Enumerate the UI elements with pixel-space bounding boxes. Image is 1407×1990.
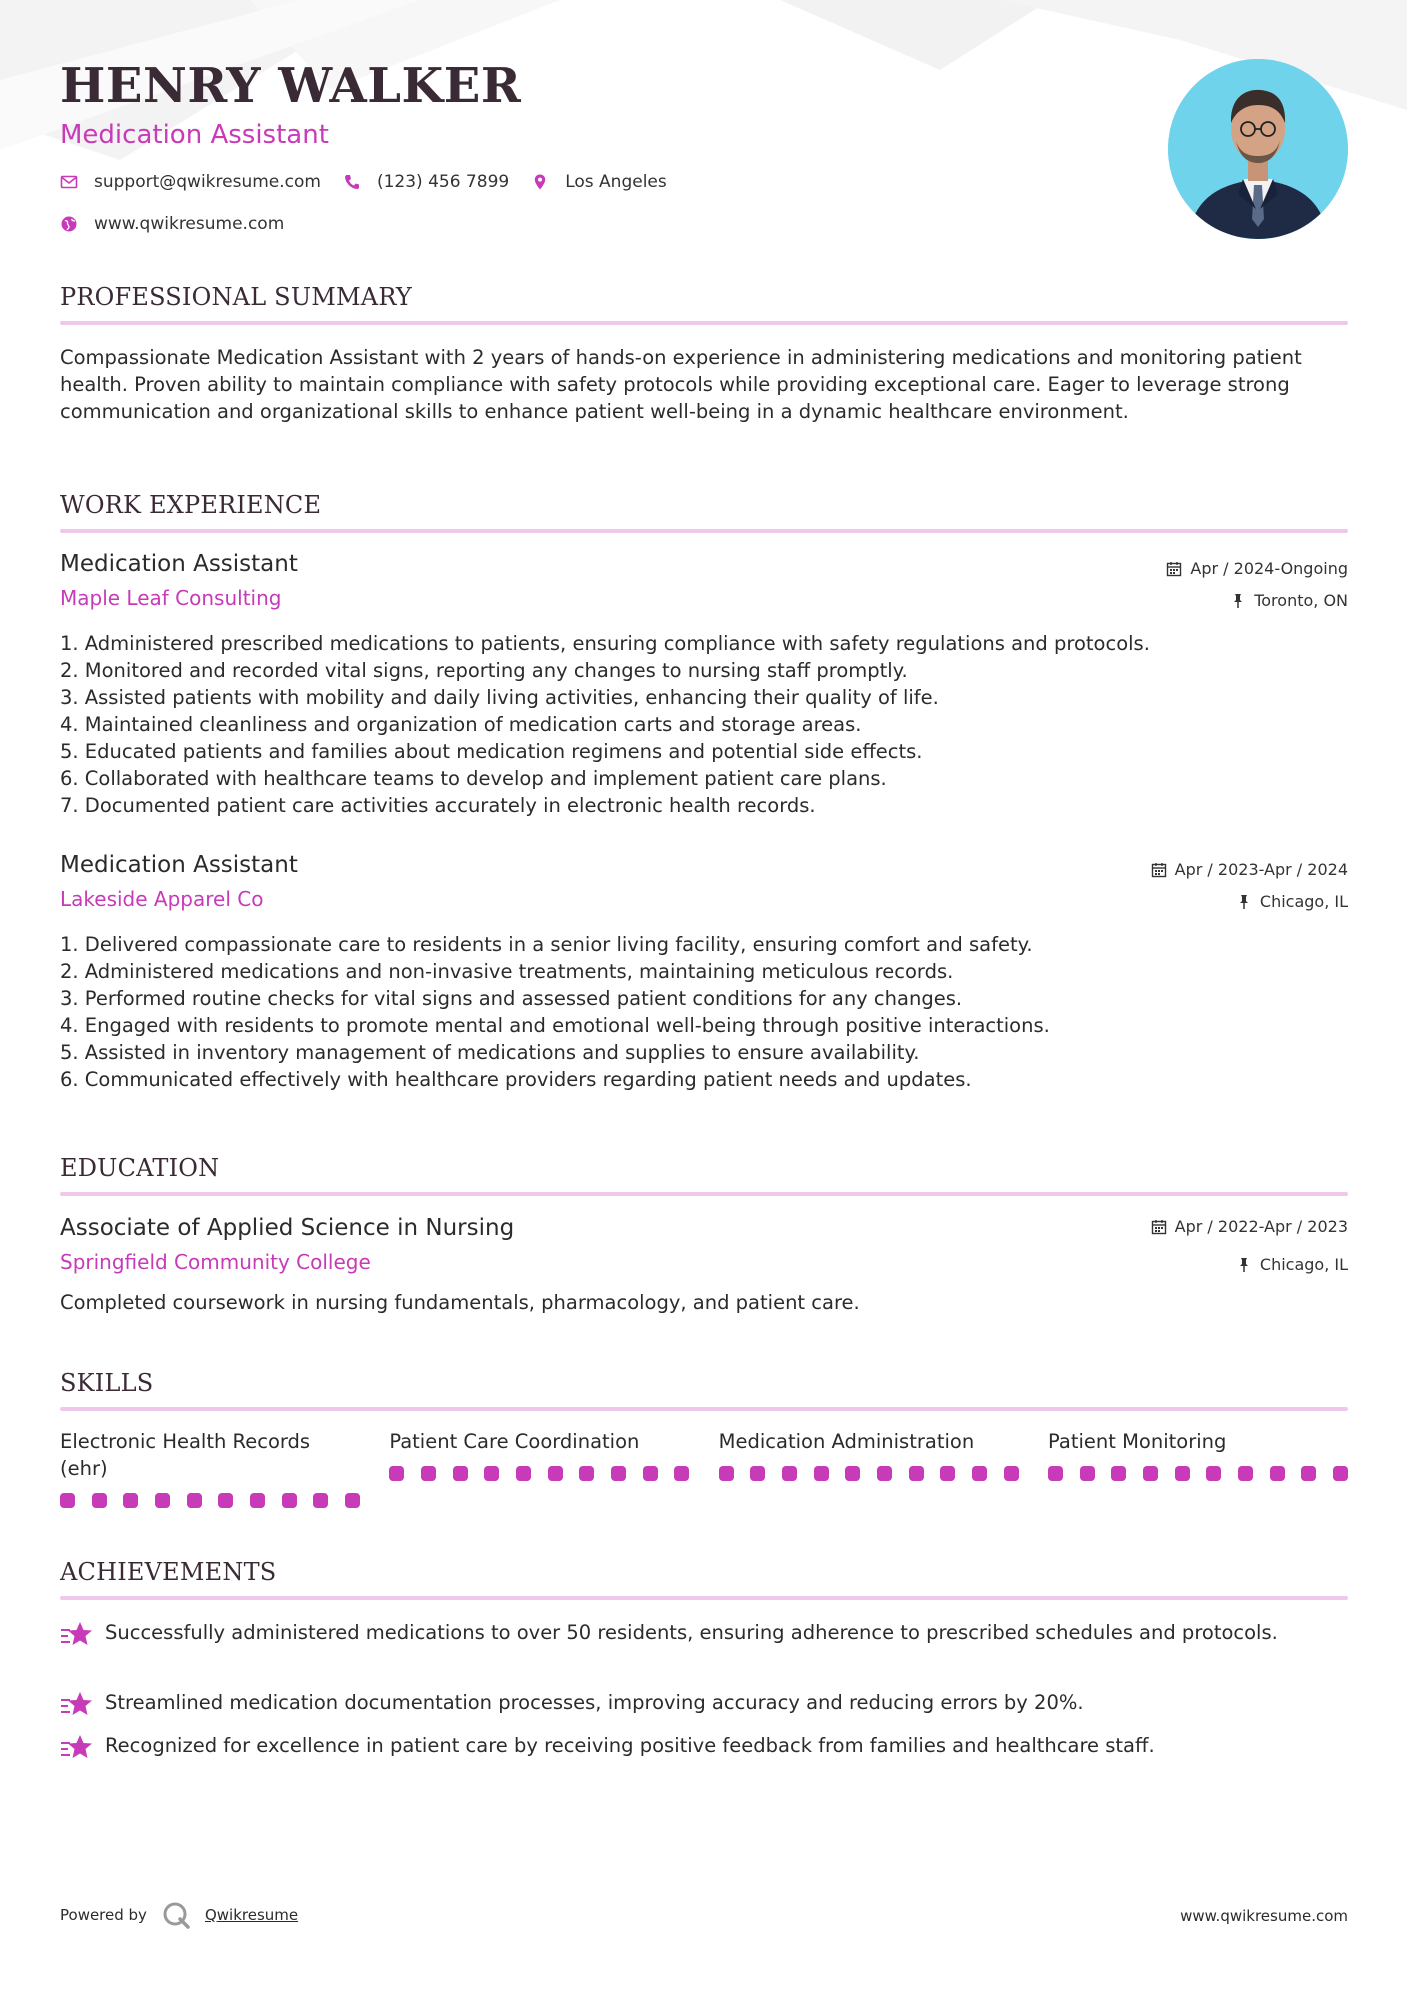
skill-item — [719, 1428, 1019, 1518]
job-dates — [1151, 860, 1348, 879]
education-heading: EDUCATION — [60, 1154, 220, 1182]
school-name: Springfield Community College — [60, 1250, 371, 1274]
summary-text: Compassionate Medication Assistant with 2 years of hands-on experience in administering medications and monitoring patient health. Proven ability to maintain compliance with safety protocols while providing exceptional care. Eager to leverage strong communication and organizational skills to enhance patient well-being in a dynamic healthcare environment. — [60, 346, 1302, 423]
duty-item: 7. Documented patient care activities accurately in electronic health records. — [60, 794, 816, 817]
skill-dot — [1175, 1466, 1190, 1481]
contact-location — [531, 172, 667, 192]
contact-row — [60, 172, 689, 192]
location-text: Los Angeles — [565, 172, 667, 192]
skill-dot — [421, 1466, 436, 1481]
duty-item: 5. Educated patients and families about medication regimens and potential side effects. — [60, 740, 923, 763]
skill-dot — [1048, 1466, 1063, 1481]
skill-dot — [313, 1493, 328, 1508]
skill-dot — [1143, 1466, 1158, 1481]
job-dates-text: Apr / 2023-Apr / 2024 — [1174, 860, 1348, 879]
achievement-item — [60, 1689, 1348, 1720]
job-dates — [1166, 559, 1348, 578]
star-icon — [60, 1620, 94, 1650]
skill-dot — [516, 1466, 531, 1481]
brand-link[interactable]: Qwikresume — [204, 1906, 299, 1924]
skill-rating — [1048, 1466, 1348, 1481]
duty-item: 1. Administered prescribed medications to patients, ensuring compliance with safety regulations and protocols. — [60, 632, 1150, 655]
contact-email[interactable] — [60, 172, 321, 192]
achievement-item — [60, 1619, 1348, 1650]
achievements-heading: ACHIEVEMENTS — [60, 1558, 277, 1586]
job-company: Maple Leaf Consulting — [60, 586, 282, 610]
job-duties-1 — [60, 630, 1348, 819]
duty-item: 5. Assisted in inventory management of medications and supplies to ensure availability. — [60, 1041, 920, 1064]
skill-dot — [60, 1493, 75, 1508]
skill-label: Patient Care Coordination — [389, 1430, 640, 1453]
skills-list — [60, 1428, 1348, 1518]
skill-dot — [674, 1466, 689, 1481]
skill-dot — [972, 1466, 987, 1481]
achievement-text: Successfully administered medications to over 50 residents, ensuring adherence to prescribed schedules and protocols. — [105, 1621, 1278, 1644]
job-role: Medication Assistant — [60, 551, 298, 577]
skill-dot — [845, 1466, 860, 1481]
person-avatar-icon — [1168, 59, 1348, 239]
skill-dot — [1301, 1466, 1316, 1481]
skill-dot — [453, 1466, 468, 1481]
contact-website[interactable] — [60, 214, 284, 234]
job-role: Medication Assistant — [60, 852, 298, 878]
website-row — [60, 214, 306, 234]
section-divider — [60, 1192, 1348, 1196]
duty-item: 3. Assisted patients with mobility and daily living activities, enhancing their quality of life. — [60, 686, 939, 709]
pushpin-icon — [1230, 593, 1246, 609]
job-location — [1236, 892, 1348, 911]
skill-dot — [782, 1466, 797, 1481]
phone-text: (123) 456 7899 — [376, 172, 510, 192]
skill-dot — [1004, 1466, 1019, 1481]
skill-dot — [579, 1466, 594, 1481]
job-location-text: Chicago, IL — [1259, 892, 1348, 911]
skill-dot — [389, 1466, 404, 1481]
skill-dot — [940, 1466, 955, 1481]
skill-dot — [814, 1466, 829, 1481]
calendar-icon — [1151, 862, 1167, 878]
skill-dot — [484, 1466, 499, 1481]
skill-rating — [719, 1466, 1019, 1481]
achievement-text: Recognized for excellence in patient care by receiving positive feedback from families and healthcare staff. — [105, 1734, 1155, 1757]
achievement-text: Streamlined medication documentation processes, improving accuracy and reducing errors by 20%. — [105, 1691, 1084, 1714]
skills-heading: SKILLS — [60, 1369, 154, 1397]
phone-icon — [343, 173, 361, 191]
section-divider — [60, 321, 1348, 325]
skill-label: Medication Administration — [718, 1430, 975, 1453]
calendar-icon — [1151, 1219, 1167, 1235]
skill-dot — [155, 1493, 170, 1508]
skill-dot — [1270, 1466, 1285, 1481]
education-dates — [1151, 1217, 1348, 1236]
job-duties-2 — [60, 931, 1348, 1093]
star-icon — [60, 1733, 94, 1763]
star-icon — [60, 1690, 94, 1720]
skill-dot — [1111, 1466, 1126, 1481]
skill-dot — [1333, 1466, 1348, 1481]
calendar-icon — [1166, 561, 1182, 577]
skill-dot — [218, 1493, 233, 1508]
website-text: www.qwikresume.com — [94, 214, 285, 234]
profile-photo — [1168, 59, 1348, 239]
job-location — [1230, 591, 1348, 610]
footer-powered-by — [60, 1900, 298, 1930]
skill-dot — [250, 1493, 265, 1508]
duty-item: 6. Collaborated with healthcare teams to develop and implement patient care plans. — [60, 767, 887, 790]
summary-heading: PROFESSIONAL SUMMARY — [60, 283, 412, 311]
education-location — [1236, 1255, 1348, 1274]
experience-heading: WORK EXPERIENCE — [60, 491, 322, 519]
skill-dot — [1206, 1466, 1221, 1481]
qwikresume-logo-icon — [161, 1900, 191, 1930]
job-company: Lakeside Apparel Co — [60, 887, 264, 911]
skill-item — [1048, 1428, 1348, 1518]
skill-label: Electronic Health Records (ehr) — [60, 1430, 311, 1480]
job-entry-1 — [60, 551, 1348, 610]
pushpin-icon — [1236, 894, 1252, 910]
section-divider — [60, 1596, 1348, 1600]
skill-dot — [548, 1466, 563, 1481]
skill-dot — [123, 1493, 138, 1508]
education-dates-text: Apr / 2022-Apr / 2023 — [1174, 1217, 1348, 1236]
skill-dot — [719, 1466, 734, 1481]
skill-dot — [877, 1466, 892, 1481]
candidate-name: HENRY WALKER — [60, 58, 522, 114]
skill-dot — [1080, 1466, 1095, 1481]
duty-item: 4. Maintained cleanliness and organization of medication carts and storage areas. — [60, 713, 862, 736]
duty-item: 2. Monitored and recorded vital signs, reporting any changes to nursing staff promptly. — [60, 659, 908, 682]
skill-dot — [643, 1466, 658, 1481]
map-pin-icon — [531, 173, 549, 191]
skill-dot — [92, 1493, 107, 1508]
duty-item: 1. Delivered compassionate care to residents in a senior living facility, ensuring comfort and safety. — [60, 933, 1033, 956]
skill-label: Patient Monitoring — [1047, 1430, 1227, 1453]
skill-rating — [60, 1493, 360, 1508]
skill-dot — [282, 1493, 297, 1508]
job-entry-2 — [60, 852, 1348, 911]
pushpin-icon — [1236, 1257, 1252, 1273]
skill-dot — [909, 1466, 924, 1481]
degree-title: Associate of Applied Science in Nursing — [60, 1215, 515, 1241]
duty-item: 4. Engaged with residents to promote mental and emotional well-being through positive interactions. — [60, 1014, 1050, 1037]
job-location-text: Toronto, ON — [1254, 591, 1348, 610]
powered-by-label: Powered by — [60, 1906, 147, 1924]
section-divider — [60, 1407, 1348, 1411]
skill-dot — [750, 1466, 765, 1481]
job-dates-text: Apr / 2024-Ongoing — [1190, 559, 1348, 578]
skill-dot — [345, 1493, 360, 1508]
duty-item: 6. Communicated effectively with healthcare providers regarding patient needs and updates. — [60, 1068, 972, 1091]
footer-url[interactable]: www.qwikresume.com — [1180, 1907, 1348, 1925]
skill-rating — [389, 1466, 689, 1481]
duty-item: 2. Administered medications and non-invasive treatments, maintaining meticulous records. — [60, 960, 954, 983]
education-description: Completed coursework in nursing fundamentals, pharmacology, and patient care. — [60, 1291, 860, 1314]
skill-dot — [187, 1493, 202, 1508]
envelope-icon — [60, 173, 78, 191]
candidate-title: Medication Assistant — [60, 120, 329, 150]
skill-item — [389, 1428, 689, 1518]
section-divider — [60, 529, 1348, 533]
education-location-text: Chicago, IL — [1259, 1255, 1348, 1274]
duty-item: 3. Performed routine checks for vital signs and assessed patient conditions for any changes. — [60, 987, 963, 1010]
achievement-item — [60, 1732, 1348, 1763]
skill-item — [60, 1428, 360, 1518]
skill-dot — [1238, 1466, 1253, 1481]
email-text: support@qwikresume.com — [94, 172, 321, 192]
globe-icon — [60, 215, 78, 233]
education-entry — [60, 1215, 1348, 1274]
contact-phone[interactable] — [343, 172, 509, 192]
skill-dot — [611, 1466, 626, 1481]
